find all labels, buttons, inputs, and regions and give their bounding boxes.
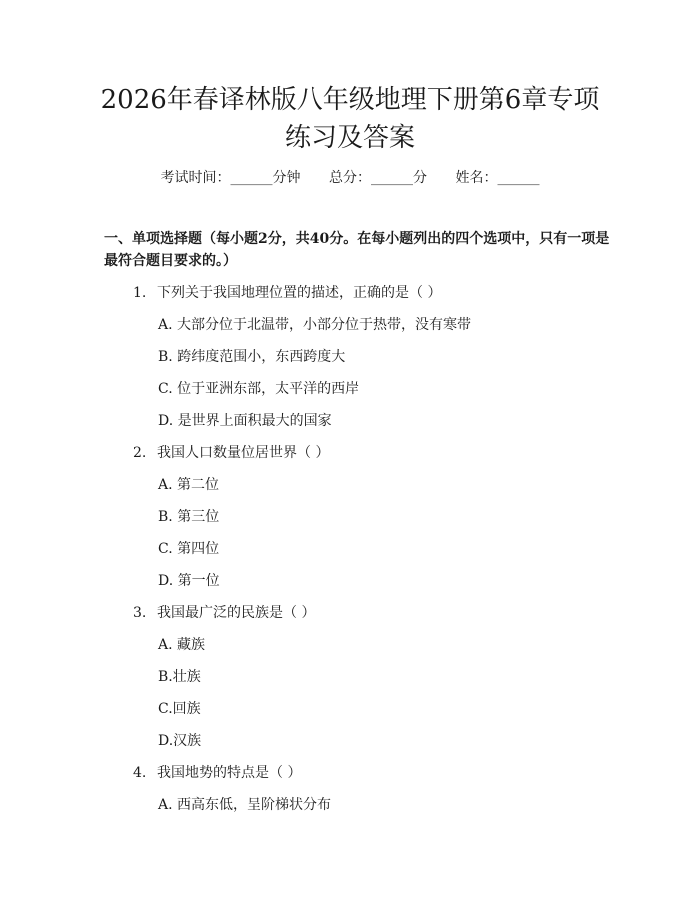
doc-title-line2: 练习及答案 — [284, 123, 415, 153]
question-1 — [133, 282, 441, 302]
exam-time: 考试时间：______分钟 — [160, 170, 301, 186]
question-4 — [133, 762, 301, 782]
doc-title-line1: 2026年春译林版八年级地理下册第6章专项 — [100, 85, 600, 115]
q4-option-a: A. 西高东低，呈阶梯状分布 — [158, 797, 332, 813]
q2-option-c: C. 第四位 — [158, 541, 220, 557]
question-number: 2. — [133, 445, 147, 461]
q1-option-d: D. 是世界上面积最大的国家 — [158, 413, 332, 429]
question-3 — [133, 602, 315, 622]
question-text: 下列关于我国地理位置的描述，正确的是（ ） — [157, 285, 442, 301]
q3-option-d: D.汉族 — [158, 733, 202, 749]
question-text: 我国地势的特点是（ ） — [157, 765, 302, 781]
question-number: 4. — [133, 765, 147, 781]
q3-option-a: A. 藏族 — [158, 637, 206, 653]
exam-name: 姓名：______ — [455, 170, 540, 186]
q3-option-c: C.回族 — [158, 701, 201, 717]
question-text: 我国人口数量位居世界（ ） — [157, 445, 330, 461]
q2-option-a: A. 第二位 — [158, 477, 220, 493]
exam-score: 总分：______分 — [329, 170, 427, 186]
q3-option-b: B.壮族 — [158, 669, 201, 685]
q2-option-b: B. 第三位 — [158, 509, 220, 525]
question-2 — [133, 442, 329, 462]
section-heading-1: 一、单项选择题（每小题2分，共40分。在每小题列出的四个选项中，只有一项是最符合题目要求的。） — [104, 231, 610, 269]
q1-option-a: A. 大部分位于北温带，小部分位于热带，没有寒带 — [158, 317, 472, 333]
question-text: 我国最广泛的民族是（ ） — [157, 605, 316, 621]
exam-info-line — [0, 167, 700, 187]
question-number: 1. — [133, 285, 147, 301]
question-number: 3. — [133, 605, 147, 621]
q1-option-b: B. 跨纬度范围小，东西跨度大 — [158, 349, 346, 365]
q1-option-c: C. 位于亚洲东部，太平洋的西岸 — [158, 381, 360, 397]
q2-option-d: D. 第一位 — [158, 573, 220, 589]
